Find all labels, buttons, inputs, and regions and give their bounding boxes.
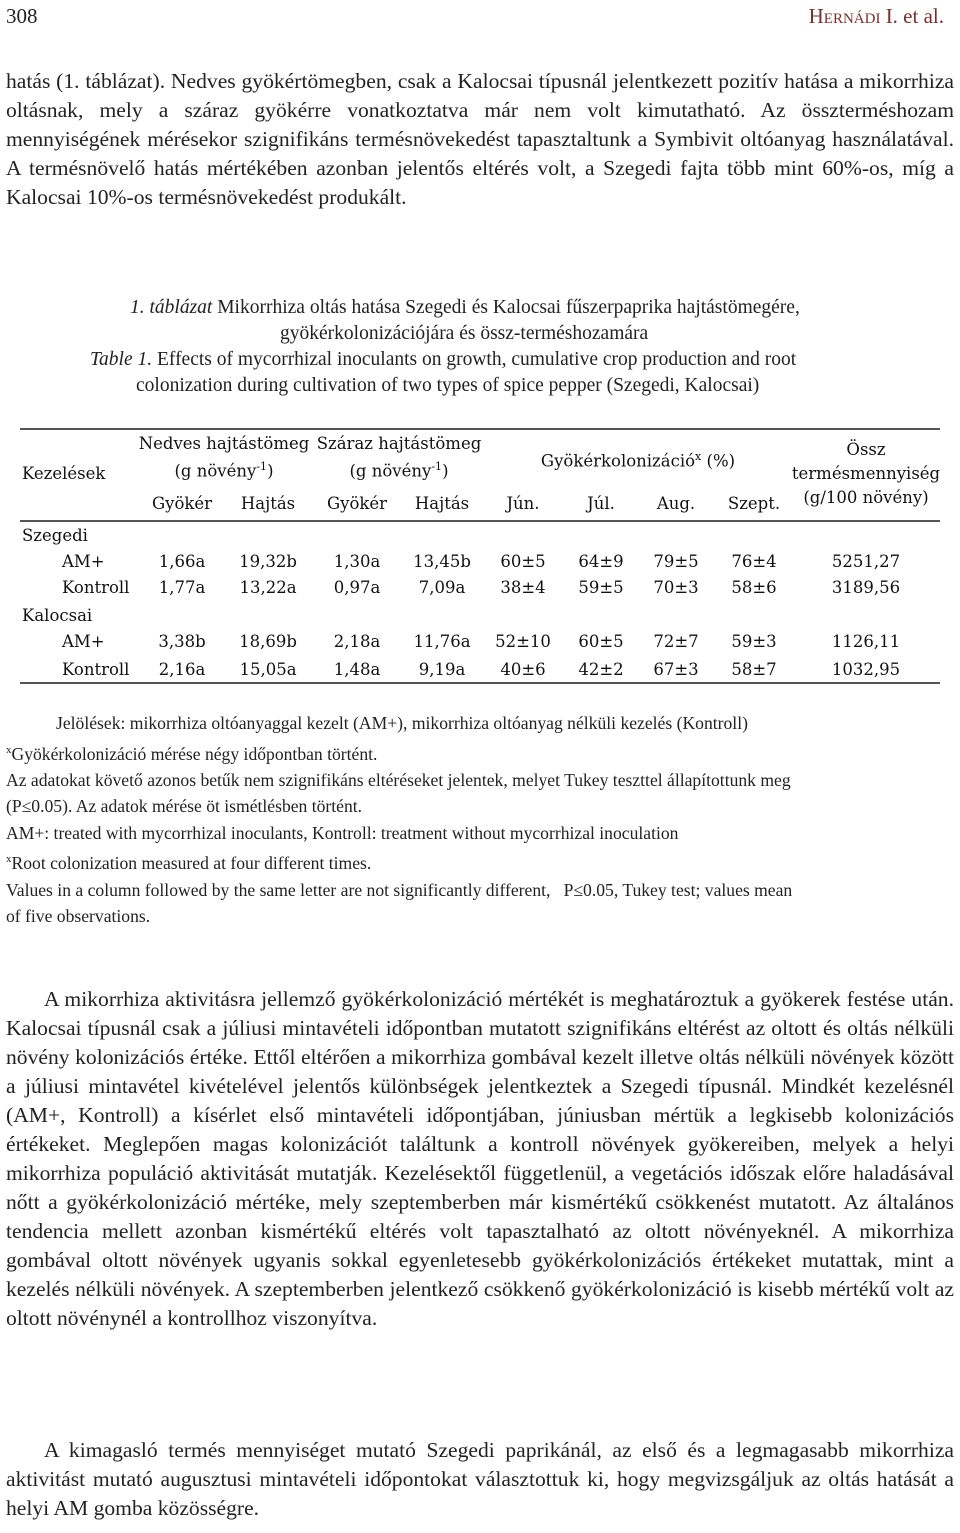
table-notes — [6, 710, 954, 930]
table-cell: 1126,11 — [831, 632, 901, 651]
table-cell: 40±6 — [500, 660, 546, 679]
table-cell: 18,69b — [239, 632, 297, 651]
caption-hu-label: 1. táblázat — [130, 297, 213, 318]
caption-en-text-1: Effects of mycorrhizal inoculants on growth, cumulative crop production and root — [152, 349, 797, 370]
note-tukey-hu-2: (P≤0.05). Az adatok mérése öt ismétlésben történt. — [6, 796, 363, 817]
table-cell: 3189,56 — [831, 578, 901, 597]
table-cell: 1,77a — [158, 578, 206, 597]
subheader-gyoker-szaraz: Gyökér — [326, 494, 388, 513]
note-colonization-en — [6, 846, 954, 876]
table-cell: 60±5 — [500, 552, 546, 571]
table-cell: 59±3 — [731, 632, 777, 651]
table-cell: 1,66a — [158, 552, 206, 571]
running-head-etal: I. et al. — [880, 4, 944, 28]
subheader-jun: Jún. — [506, 494, 540, 513]
subheader-aug: Aug. — [656, 494, 696, 513]
table-cell: 2,18a — [333, 632, 381, 651]
header-szaraz-2sup: -1 — [431, 460, 443, 473]
header-szaraz-2a: (g növény — [349, 461, 432, 481]
table-cell: 2,16a — [158, 660, 206, 679]
header-gyoker-kol-unit: (%) — [701, 451, 736, 471]
data-table — [20, 426, 940, 686]
subheader-jul: Júl. — [587, 494, 615, 513]
table-cell: 76±4 — [731, 552, 777, 571]
table-top-rule — [20, 428, 940, 430]
table-cell: 0,97a — [333, 578, 381, 597]
note-tukey-en-1: Values in a column followed by the same letter are not significantly different, P≤0.05, Tukey test; values mean — [6, 879, 793, 900]
note-colonization-hu — [6, 737, 954, 767]
note-tukey-en-2: of five observations. — [6, 906, 151, 927]
table-header-rule — [20, 520, 940, 522]
running-head — [809, 4, 944, 29]
note-legend-hu: Jelölések: mikorrhiza oltóanyaggal kezelt (AM+), mikorrhiza oltóanyag nélküli kezelés (Kontroll) — [56, 713, 748, 733]
note-tukey-hu-1: Az adatokat követő azonos betűk nem szignifikáns eltéréseket jelentek, melyet Tukey teszttel állapítottunk meg — [6, 769, 791, 790]
caption-hu-line-2: gyökérkolonizációjára és össz-terméshozamára — [280, 323, 649, 344]
table-cell: 70±3 — [653, 578, 699, 597]
table-caption — [6, 295, 954, 399]
table-cell: 1,48a — [333, 660, 381, 679]
caption-hu-line-1 — [6, 295, 954, 321]
table-cell: 60±5 — [578, 632, 624, 651]
header-nedves-2 — [175, 460, 274, 481]
table-cell: 1,30a — [333, 552, 381, 571]
subheader-hajtas-szaraz: Hajtás — [414, 494, 470, 513]
header-szaraz-2 — [350, 460, 449, 481]
header-szaraz-2b: ) — [442, 461, 449, 481]
table-cell: 11,76a — [413, 632, 471, 651]
table-cell: 19,32b — [239, 552, 297, 571]
table-cell: 67±3 — [653, 660, 699, 679]
page-number: 308 — [6, 4, 38, 28]
table-cell: 59±5 — [578, 578, 624, 597]
note-colonization-en-text: Root colonization measured at four different times. — [11, 853, 372, 874]
body-paragraph-2: A kimagasló termés mennyiséget mutató Szegedi paprikánál, az első és a legmagasabb mikorrhiza aktivitást mutató augusztusi mintavételi időpontokat választottuk ki, hogy megvizsgáljuk az oltás hatását a helyi AM gomba közösségre. — [6, 1438, 954, 1520]
table-cell: 3,38b — [158, 632, 206, 651]
row-label: Kontroll — [62, 660, 130, 679]
table-bottom-rule — [20, 682, 940, 684]
table-cell: 15,05a — [239, 660, 297, 679]
table-cell: 58±6 — [731, 578, 777, 597]
header-ossz-2: termésmennyiség — [791, 464, 941, 483]
header-nedves-2b: ) — [267, 461, 274, 481]
header-ossz-1: Össz — [846, 440, 886, 459]
group-name: Szegedi — [22, 526, 88, 545]
note-colonization-hu-sup: x — [6, 743, 12, 756]
table-cell: 42±2 — [578, 660, 624, 679]
running-head-author: Hernádi — [808, 4, 881, 28]
table-cell: 79±5 — [653, 552, 699, 571]
row-label: AM+ — [62, 552, 105, 571]
subheader-gyoker-nedves: Gyökér — [151, 494, 213, 513]
header-nedves-2a: (g növény — [174, 461, 257, 481]
table-cell: 9,19a — [418, 660, 466, 679]
row-label: AM+ — [62, 632, 105, 651]
subheader-hajtas-nedves: Hajtás — [240, 494, 296, 513]
header-nedves-2sup: -1 — [256, 460, 268, 473]
header-gyoker-kol-sup: x — [695, 450, 702, 463]
header-kezelesek: Kezelések — [22, 464, 106, 483]
body-paragraph-1: A mikorrhiza aktivitásra jellemző gyökérkolonizáció mértékét is meghatároztuk a gyökerek festése után. Kalocsai típusnál csak a júliusi mintavételi időpontban mutatott szignifikáns eltérést az oltott és oltás nélküli növény kolonizációs értéke. Ettől eltérően a mikorrhiza gombával kezelt illetve oltás nélküli növények között a júliusi mintavétel kivételével jelentős különbségek jelentkeztek a Szegedi típusnál. Mindkét kezelésnél (AM+, Kontroll) a kísérlet első mintavételi időpontjában, júniusban mértük a legkisebb kolonizációs értékeket. Meglepően magas kolonizációt találtunk a kontroll növények gyökereiben, melyek a helyi mikorrhiza populáció aktivitását mutatják. Kezelésektől függetlenül, a vegetációs időszak előre haladásával nőtt a gyökérkolonizáció mértéke, mely szeptemberben már kismértékű csökkenést mutatott. Az általános tendencia mellett azonban kismértékű eltérés volt tapasztalható az oltott növényeknél. A mikorrhiza gombával oltott növények ugyanis sokkal egyenletesebb gyökérkolonizációs értékeket mutattak, mint a kezelés nélküli növények. A szeptemberben jelentkező csökkenő gyökérkolonizáció is kisebb mértékű volt az oltott növénynél a kontrollhoz viszonyítva. — [6, 987, 954, 1330]
table-cell: 38±4 — [500, 578, 546, 597]
header-ossz-3: (g/100 növény) — [803, 488, 929, 507]
caption-en-label: Table 1. — [90, 349, 153, 370]
header-szaraz-1: Száraz hajtástömeg — [316, 434, 482, 453]
table-cell: 58±7 — [731, 660, 777, 679]
table-cell: 1032,95 — [831, 660, 901, 679]
subheader-szept: Szept. — [727, 494, 781, 513]
table-cell: 7,09a — [418, 578, 466, 597]
table-cell: 72±7 — [653, 632, 699, 651]
note-colonization-hu-text: Gyökérkolonizáció mérése négy időpontban történt. — [11, 743, 378, 764]
table-cell: 5251,27 — [831, 552, 901, 571]
intro-paragraph: hatás (1. táblázat). Nedves gyökértömegben, csak a Kalocsai típusnál jelentkezett pozitív hatása a mikorrhiza oltásnak, mely a száraz gyökérre vonatkoztatva már nem volt kimutatható. Az összterméshozam mennyiségének mérésekor szignifikáns termésnövekedést tapasztaltunk a Symbivit oltóanyag használatával. A termésnövelő hatás mértékében azonban jelentős eltérés volt, a Szegedi fajta több mint 60%-os, míg a Kalocsai 10%-os termésnövekedést produkált. — [6, 69, 954, 209]
table-cell: 13,45b — [413, 552, 471, 571]
table-cell: 52±10 — [495, 632, 551, 651]
caption-en-line-2: colonization during cultivation of two types of spice pepper (Szegedi, Kalocsai) — [136, 375, 760, 396]
table-cell: 13,22a — [239, 578, 297, 597]
caption-hu-text-1: Mikorrhiza oltás hatása Szegedi és Kalocsai fűszerpaprika hajtástömegére, — [212, 297, 800, 318]
table-cell: 64±9 — [578, 552, 624, 571]
header-gyoker-kol-text: Gyökérkolonizáció — [540, 451, 696, 471]
header-nedves-1: Nedves hajtástömeg — [138, 434, 310, 453]
note-colonization-en-sup: x — [6, 853, 12, 866]
group-name: Kalocsai — [22, 606, 93, 625]
note-legend-en: AM+: treated with mycorrhizal inoculants, Kontroll: treatment without mycorrhizal inoculation — [6, 822, 679, 843]
caption-en-line-1 — [6, 347, 954, 373]
row-label: Kontroll — [62, 578, 130, 597]
header-gyokerkolonizacio — [541, 450, 735, 471]
